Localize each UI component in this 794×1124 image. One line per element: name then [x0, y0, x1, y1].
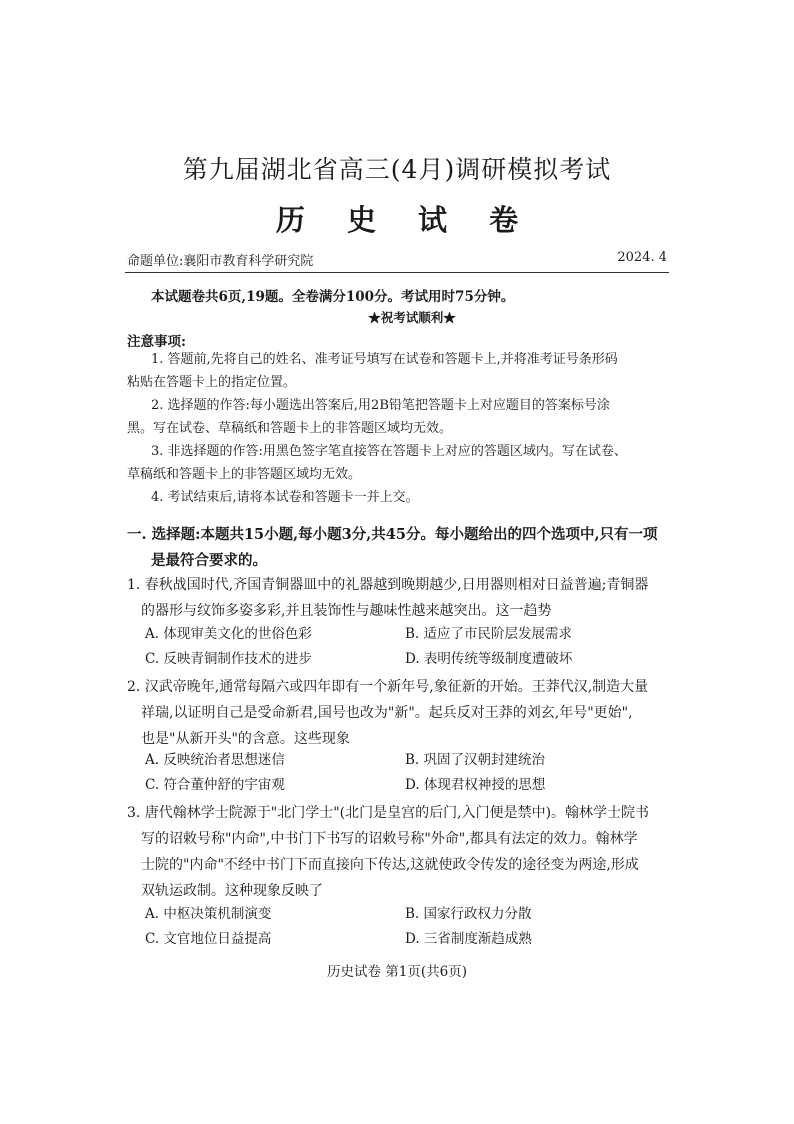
page-footer: 历史试卷 第1页(共6页): [326, 964, 467, 980]
subject-title: 历 史 试 卷: [275, 203, 535, 237]
exam-title: 第九届湖北省高三(4月)调研模拟考试: [182, 155, 612, 184]
option-d: D. 表明传统等级制度遭破坏: [405, 651, 573, 667]
note-item: [127, 486, 667, 509]
question-2-options: [145, 748, 665, 798]
option-c: C. 文官地位日益提高: [145, 931, 272, 947]
question-line: 写的诏敕号称"内命",中书门下书写的诏敕号称"外命",都具有法定的效力。翰林学: [141, 831, 638, 847]
note-line: 3. 非选择题的作答:用黑色签字笔直接答在答题卡上对应的答题区域内。写在试卷、: [151, 444, 627, 459]
note-item: [127, 440, 667, 486]
note-line: 黑。写在试卷、草稿纸和答题卡上的非答题区域均无效。: [127, 421, 453, 436]
question-1-options: [145, 622, 665, 672]
meta-line: [127, 250, 667, 269]
question-3-options: [145, 902, 665, 952]
question-line: 祥瑞,以证明自己是受命新君,国号也改为"新"。起兵反对王莽的刘玄,年号"更始",: [141, 705, 633, 721]
question-2: [127, 674, 672, 752]
note-item: [127, 348, 667, 394]
note-line: 粘贴在答题卡上的指定位置。: [127, 375, 297, 390]
option-a: A. 中枢决策机制演变: [145, 906, 272, 922]
question-line: 士院的"内命"不经中书门下而直接向下传达,这就使政令传发的途径变为两途,形成: [141, 857, 639, 873]
option-c: C. 反映青铜制作技术的进步: [145, 651, 312, 667]
notes-heading: 注意事项:: [127, 334, 186, 350]
section-line: 一. 选择题:本题共15小题,每小题3分,共45分。每小题给出的四个选项中,只有一项: [127, 526, 658, 543]
option-a: A. 反映统治者思想迷信: [145, 752, 285, 768]
exam-info: 本试题卷共6页,19题。全卷满分100分。考试用时75分钟。: [151, 289, 515, 305]
good-luck-line: ★祝考试顺利★: [368, 310, 456, 325]
question-line: 3. 唐代翰林学士院源于"北门学士"(北门是皇宫的后门,入门便是禁中)。翰林学士院书: [127, 805, 650, 821]
option-c: C. 符合董仲舒的宇宙观: [145, 777, 285, 793]
section-heading: [127, 522, 672, 574]
question-line: 也是"从新开头"的含意。这些现象: [141, 731, 350, 747]
option-b: B. 国家行政权力分散: [405, 906, 532, 922]
option-b: B. 巩固了汉朝封建统治: [405, 752, 546, 768]
question-3: [127, 800, 672, 904]
setter-unit: 命题单位:襄阳市教育科学研究院: [127, 254, 314, 269]
exam-date: 2024. 4: [617, 250, 667, 265]
header-rule: [125, 272, 669, 273]
note-line: 1. 答题前,先将自己的姓名、准考证号填写在试卷和答题卡上,并将准考证号条形码: [151, 352, 618, 367]
question-line: 2. 汉武帝晚年,通常每隔六或四年即有一个新年号,象征新的开始。王莽代汉,制造大量: [127, 679, 649, 695]
question-1: [127, 572, 672, 624]
option-d: D. 三省制度渐趋成熟: [405, 931, 532, 947]
question-line: 1. 春秋战国时代,齐国青铜器皿中的礼器越到晚期越少,日用器则相对日益普遍;青铜器: [127, 577, 649, 593]
option-d: D. 体现君权神授的思想: [405, 777, 546, 793]
option-a: A. 体现审美文化的世俗色彩: [145, 626, 312, 642]
note-line: 4. 考试结束后,请将本试卷和答题卡一并上交。: [151, 490, 419, 505]
note-line: 2. 选择题的作答:每小题选出答案后,用2B铅笔把答题卡上对应题目的答案标号涂: [151, 398, 610, 413]
section-line: 是最符合要求的。: [151, 552, 267, 569]
option-b: B. 适应了市民阶层发展需求: [405, 626, 573, 642]
note-item: [127, 394, 667, 440]
question-line: 的器形与纹饰多姿多彩,并且装饰性与趣味性越来越突出。这一趋势: [141, 603, 552, 619]
note-line: 草稿纸和答题卡上的非答题区域均无效。: [127, 467, 362, 482]
question-line: 双轨运政制。这种现象反映了: [141, 883, 323, 899]
